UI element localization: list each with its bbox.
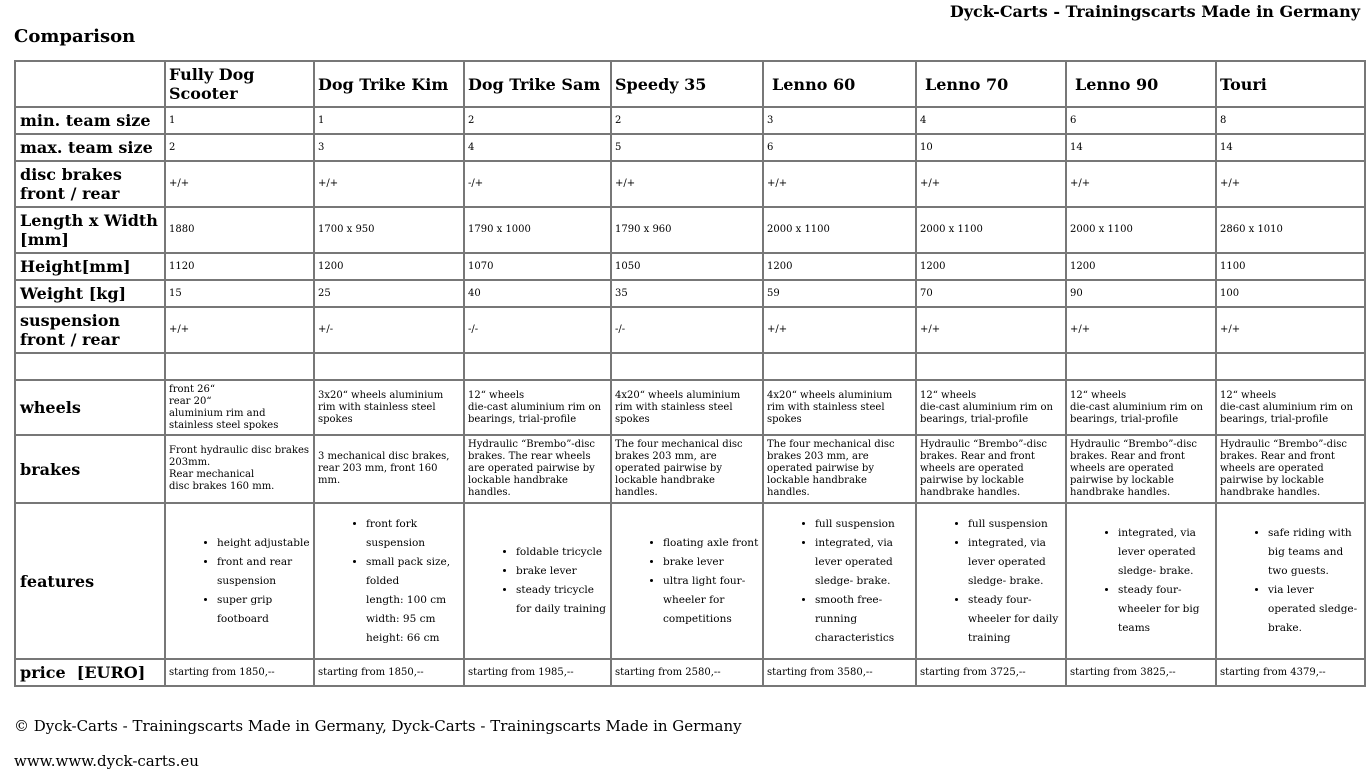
feature-list (468, 543, 607, 619)
page-heading: Comparison (14, 26, 136, 47)
table-row (15, 253, 1365, 280)
table-cell: 25 (314, 280, 464, 307)
feature-item: • brake lever (663, 553, 759, 572)
table-cell: 4x20“ wheels aluminium rim with stainless steel spokes (763, 380, 916, 435)
price-cell: starting from 3580,-- (763, 659, 916, 686)
feature-item: • steady four-wheeler for big teams (1118, 581, 1212, 638)
table-cell: 3 mechanical disc brakes, rear 203 mm, front 160 mm. (314, 435, 464, 503)
table-cell: 1070 (464, 253, 611, 280)
table-cell: 4 (464, 134, 611, 161)
table-row (15, 435, 1365, 503)
table-cell: 35 (611, 280, 763, 307)
feature-item: • foldable tricycle (516, 543, 607, 562)
empty-cell (916, 353, 1066, 380)
table-cell: +/+ (314, 161, 464, 207)
table-cell: 12“ wheels die-cast aluminium rim on bearings, trial-profile (1066, 380, 1216, 435)
table-cell: 4x20“ wheels aluminium rim with stainless steel spokes (611, 380, 763, 435)
footer-url: www.www.dyck-carts.eu (14, 752, 199, 770)
features-cell (464, 503, 611, 659)
table-row (15, 107, 1365, 134)
table-cell: 70 (916, 280, 1066, 307)
table-cell: Hydraulic “Brembo”-disc brakes. Rear and front wheels are operated pairwise by lockable handbrake handles. (1066, 435, 1216, 503)
corner-cell (15, 61, 165, 107)
table-cell: +/+ (916, 307, 1066, 353)
table-cell: 100 (1216, 280, 1365, 307)
feature-item: • steady tricycle for daily training (516, 581, 607, 619)
spacer-row (15, 353, 1365, 380)
row-label: price [EURO] (15, 659, 165, 686)
table-cell: 12“ wheels die-cast aluminium rim on bearings, trial-profile (1216, 380, 1365, 435)
table-cell: -/- (464, 307, 611, 353)
table-cell: 12“ wheels die-cast aluminium rim on bearings, trial-profile (464, 380, 611, 435)
table-cell: 1700 x 950 (314, 207, 464, 253)
row-label: disc brakes front / rear (15, 161, 165, 207)
column-header: Touri (1216, 61, 1365, 107)
table-cell: 1050 (611, 253, 763, 280)
features-cell (165, 503, 314, 659)
empty-cell (314, 353, 464, 380)
table-cell: 10 (916, 134, 1066, 161)
table-cell: 8 (1216, 107, 1365, 134)
table-row (15, 134, 1365, 161)
site-title: Dyck-Carts - Trainingscarts Made in Germany (949, 2, 1360, 21)
features-cell (916, 503, 1066, 659)
table-cell: front 26“ rear 20“ aluminium rim and stainless steel spokes (165, 380, 314, 435)
table-cell: 2000 x 1100 (1066, 207, 1216, 253)
table-cell: 1 (314, 107, 464, 134)
table-cell: +/+ (611, 161, 763, 207)
feature-list (767, 515, 912, 648)
column-header: Dog Trike Kim (314, 61, 464, 107)
table-cell: 1120 (165, 253, 314, 280)
price-cell: starting from 2580,-- (611, 659, 763, 686)
row-label: Weight [kg] (15, 280, 165, 307)
table-cell: 4 (916, 107, 1066, 134)
table-cell: 1100 (1216, 253, 1365, 280)
row-label: max. team size (15, 134, 165, 161)
column-header: Fully Dog Scooter (165, 61, 314, 107)
row-label: wheels (15, 380, 165, 435)
column-header: Speedy 35 (611, 61, 763, 107)
price-cell: starting from 3825,-- (1066, 659, 1216, 686)
table-cell: 6 (1066, 107, 1216, 134)
empty-cell (611, 353, 763, 380)
header-row (15, 61, 1365, 107)
table-cell: 2860 x 1010 (1216, 207, 1365, 253)
feature-item: • via lever operated sledge- brake. (1268, 581, 1361, 638)
features-cell (1216, 503, 1365, 659)
table-cell: 3 (763, 107, 916, 134)
features-cell (314, 503, 464, 659)
table-cell: Hydraulic “Brembo”-disc brakes. The rear wheels are operated pairwise by lockable handbrake handles. (464, 435, 611, 503)
table-cell: 2 (611, 107, 763, 134)
table-cell: Hydraulic “Brembo”-disc brakes. Rear and front wheels are operated pairwise by lockable handbrake handles. (916, 435, 1066, 503)
empty-cell (1066, 353, 1216, 380)
empty-cell (15, 353, 165, 380)
feature-item: • smooth free-running characteristics (815, 591, 912, 648)
empty-cell (165, 353, 314, 380)
feature-list (615, 534, 759, 629)
table-cell: 1200 (763, 253, 916, 280)
table-row (15, 380, 1365, 435)
table-row (15, 161, 1365, 207)
feature-list (169, 534, 310, 629)
feature-item: • safe riding with big teams and two guests. (1268, 524, 1361, 581)
feature-list (1070, 524, 1212, 638)
feature-item: • front fork suspension (366, 515, 460, 553)
row-label: min. team size (15, 107, 165, 134)
table-cell: 1790 x 960 (611, 207, 763, 253)
table-cell: 15 (165, 280, 314, 307)
feature-item: • integrated, via lever operated sledge- brake. (1118, 524, 1212, 581)
feature-item: • super grip footboard (217, 591, 310, 629)
table-cell: 2000 x 1100 (916, 207, 1066, 253)
column-header: Dog Trike Sam (464, 61, 611, 107)
table-cell: 3x20“ wheels aluminium rim with stainless steel spokes (314, 380, 464, 435)
table-cell: +/+ (1216, 161, 1365, 207)
feature-item: • small pack size, folded length: 100 cm width: 95 cm height: 66 cm (366, 553, 460, 648)
table-cell: 5 (611, 134, 763, 161)
feature-item: • steady four-wheeler for daily training (968, 591, 1062, 648)
table-cell: 14 (1216, 134, 1365, 161)
table-cell: +/- (314, 307, 464, 353)
feature-item: • full suspension (815, 515, 912, 534)
table-cell: The four mechanical disc brakes 203 mm, are operated pairwise by lockable handbrake handles. (611, 435, 763, 503)
row-label: Length x Width [mm] (15, 207, 165, 253)
table-cell: 1200 (314, 253, 464, 280)
table-cell: 40 (464, 280, 611, 307)
table-cell: 1 (165, 107, 314, 134)
feature-item: • floating axle front (663, 534, 759, 553)
table-cell: +/+ (165, 307, 314, 353)
features-cell (1066, 503, 1216, 659)
price-cell: starting from 4379,-- (1216, 659, 1365, 686)
table-row (15, 307, 1365, 353)
table-row (15, 659, 1365, 686)
table-cell: 1200 (1066, 253, 1216, 280)
column-header: Lenno 60 (763, 61, 916, 107)
table-cell: 14 (1066, 134, 1216, 161)
table-cell: Front hydraulic disc brakes 203mm. Rear mechanical disc brakes 160 mm. (165, 435, 314, 503)
table-cell: +/+ (916, 161, 1066, 207)
column-header: Lenno 70 (916, 61, 1066, 107)
table-cell: 3 (314, 134, 464, 161)
features-cell (763, 503, 916, 659)
feature-list (318, 515, 460, 648)
table-cell: +/+ (763, 161, 916, 207)
table-cell: +/+ (763, 307, 916, 353)
price-cell: starting from 1850,-- (314, 659, 464, 686)
table-cell: 2 (464, 107, 611, 134)
table-row (15, 207, 1365, 253)
table-cell: The four mechanical disc brakes 203 mm, are operated pairwise by lockable handbrake handles. (763, 435, 916, 503)
feature-list (1220, 524, 1361, 638)
table-row (15, 280, 1365, 307)
features-cell (611, 503, 763, 659)
price-cell: starting from 1850,-- (165, 659, 314, 686)
feature-list (920, 515, 1062, 648)
table-cell: -/- (611, 307, 763, 353)
feature-item: • integrated, via lever operated sledge- brake. (815, 534, 912, 591)
table-cell: -/+ (464, 161, 611, 207)
feature-item: • ultra light four-wheeler for competitions (663, 572, 759, 629)
table-cell: 90 (1066, 280, 1216, 307)
table-row (15, 503, 1365, 659)
price-cell: starting from 3725,-- (916, 659, 1066, 686)
table-cell: 1200 (916, 253, 1066, 280)
table-cell: Hydraulic “Brembo”-disc brakes. Rear and front wheels are operated pairwise by lockable handbrake handles. (1216, 435, 1365, 503)
empty-cell (464, 353, 611, 380)
table-cell: 12“ wheels die-cast aluminium rim on bearings, trial-profile (916, 380, 1066, 435)
empty-cell (763, 353, 916, 380)
table-cell: 59 (763, 280, 916, 307)
row-label: brakes (15, 435, 165, 503)
row-label: Height[mm] (15, 253, 165, 280)
column-header: Lenno 90 (1066, 61, 1216, 107)
feature-item: • front and rear suspension (217, 553, 310, 591)
footer-copyright: © Dyck-Carts - Trainingscarts Made in Germany, Dyck-Carts - Trainingscarts Made in Germany (14, 717, 742, 735)
feature-item: • brake lever (516, 562, 607, 581)
table-cell: +/+ (1066, 161, 1216, 207)
empty-cell (1216, 353, 1365, 380)
table-cell: 1880 (165, 207, 314, 253)
table-cell: +/+ (1216, 307, 1365, 353)
table-cell: 6 (763, 134, 916, 161)
row-label: suspension front / rear (15, 307, 165, 353)
table-cell: 2000 x 1100 (763, 207, 916, 253)
table-cell: 2 (165, 134, 314, 161)
comparison-table (14, 60, 1366, 687)
price-cell: starting from 1985,-- (464, 659, 611, 686)
table-cell: +/+ (165, 161, 314, 207)
feature-item: • height adjustable (217, 534, 310, 553)
feature-item: • integrated, via lever operated sledge- brake. (968, 534, 1062, 591)
feature-item: • full suspension (968, 515, 1062, 534)
row-label: features (15, 503, 165, 659)
table-cell: 1790 x 1000 (464, 207, 611, 253)
table-cell: +/+ (1066, 307, 1216, 353)
